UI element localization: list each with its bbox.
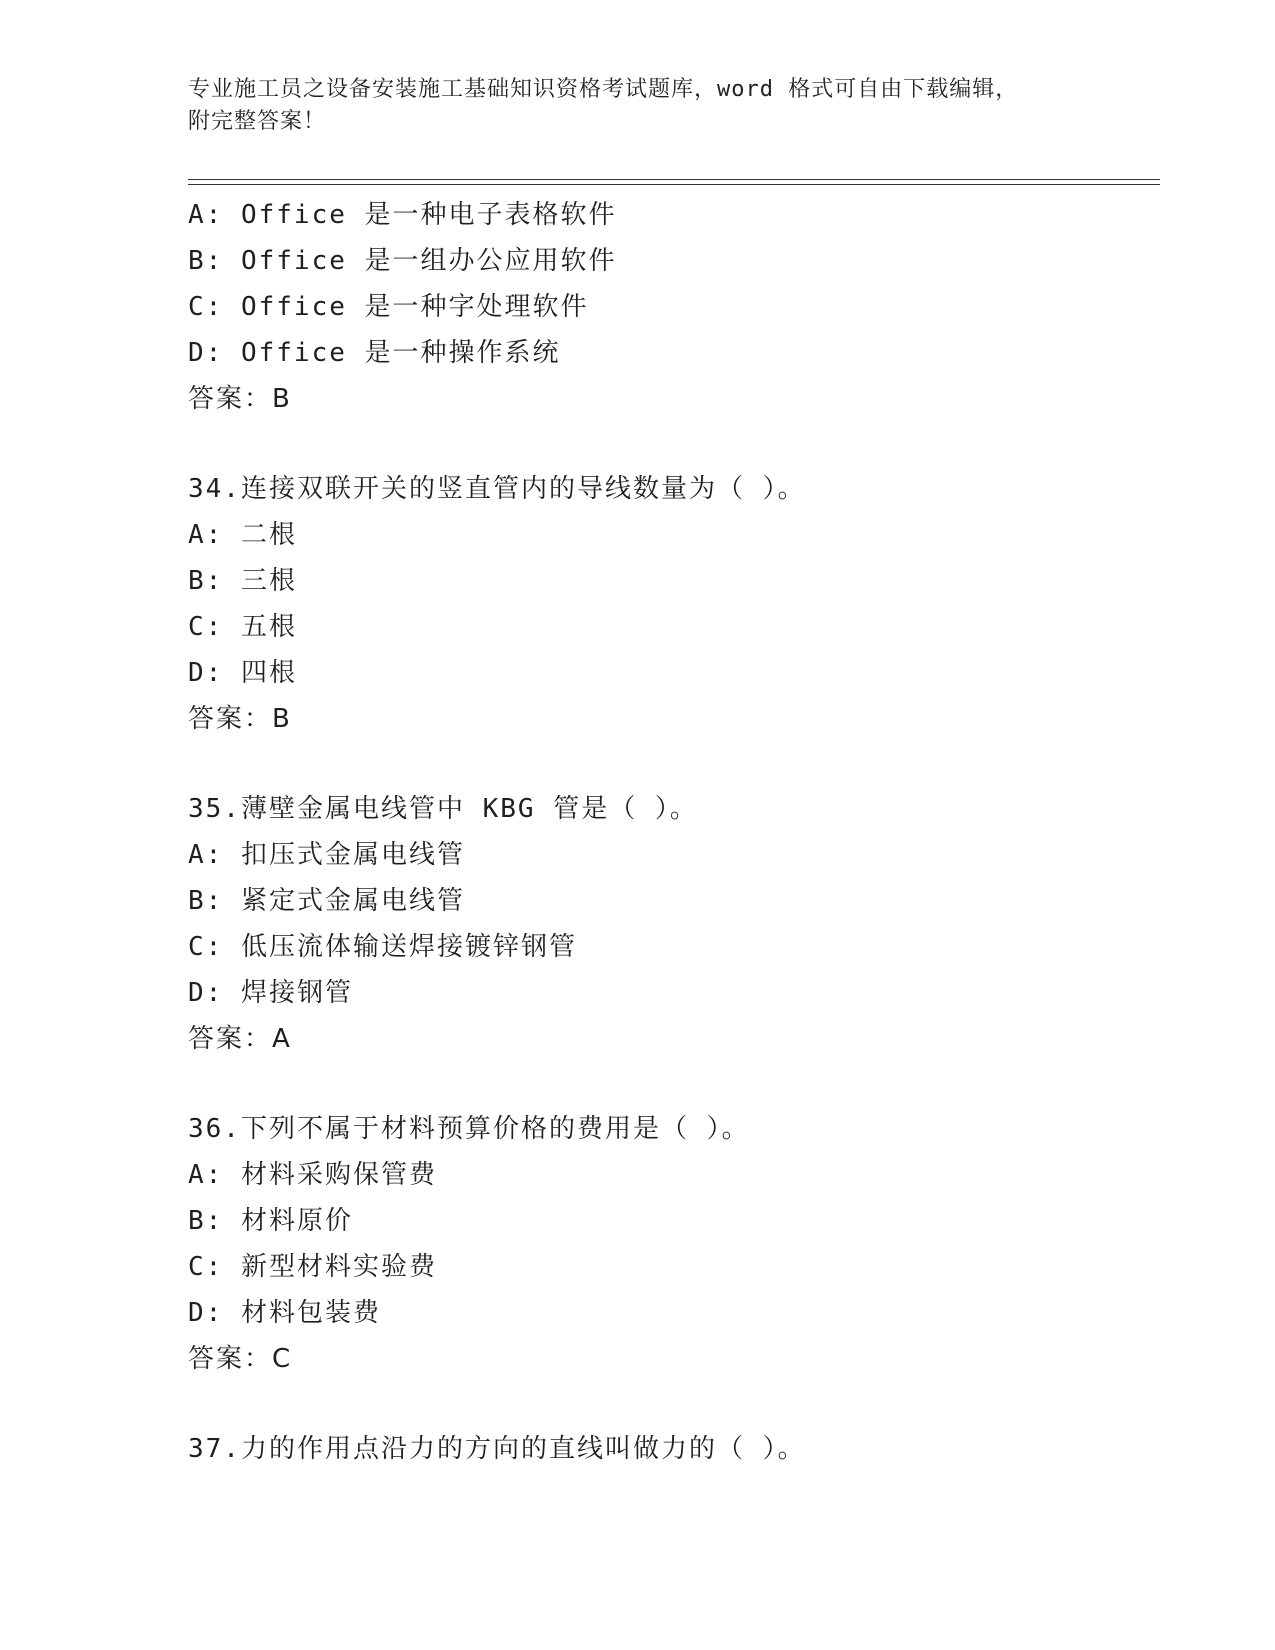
option-d: D: Office 是一种操作系统: [188, 338, 561, 368]
option-d: D: 材料包装费: [188, 1298, 381, 1328]
option-c: C: 新型材料实验费: [188, 1252, 437, 1282]
answer: 答案：A: [188, 1024, 292, 1054]
option-a: A: Office 是一种电子表格软件: [188, 200, 617, 230]
option-a: A: 扣压式金属电线管: [188, 840, 465, 870]
option-d: D: 四根: [188, 658, 297, 688]
option-b: B: 材料原价: [188, 1206, 353, 1236]
spacer: [188, 742, 1160, 786]
header-line-1: 专业施工员之设备安装施工基础知识资格考试题库，word 格式可自由下载编辑，: [188, 77, 1019, 102]
question-36: [188, 1106, 1160, 1382]
document-header: [188, 74, 1068, 138]
option-d: D: 焊接钢管: [188, 978, 353, 1008]
question-33: [188, 192, 1160, 422]
question-35: [188, 786, 1160, 1062]
header-line-2: 附完整答案！: [188, 109, 327, 134]
question-list: [188, 192, 1160, 1472]
answer: 答案：B: [188, 384, 292, 414]
header-divider-bottom: [188, 184, 1160, 185]
answer: 答案：C: [188, 1344, 293, 1374]
question-stem: 34.连接双联开关的竖直管内的导线数量为（ ）。: [188, 474, 806, 504]
spacer: [188, 1382, 1160, 1426]
question-stem: 35.薄壁金属电线管中 KBG 管是（ ）。: [188, 794, 698, 824]
header-divider-top: [188, 179, 1160, 180]
spacer: [188, 422, 1160, 466]
question-37: [188, 1426, 1160, 1472]
option-b: B: 紧定式金属电线管: [188, 886, 465, 916]
option-b: B: Office 是一组办公应用软件: [188, 246, 617, 276]
question-34: [188, 466, 1160, 742]
document-page: [188, 0, 1160, 1650]
answer: 答案：B: [188, 704, 292, 734]
option-b: B: 三根: [188, 566, 297, 596]
question-stem: 37.力的作用点沿力的方向的直线叫做力的（ ）。: [188, 1434, 806, 1464]
option-c: C: Office 是一种字处理软件: [188, 292, 589, 322]
option-a: A: 二根: [188, 520, 297, 550]
option-c: C: 低压流体输送焊接镀锌钢管: [188, 932, 577, 962]
option-c: C: 五根: [188, 612, 297, 642]
question-stem: 36.下列不属于材料预算价格的费用是（ ）。: [188, 1114, 750, 1144]
option-a: A: 材料采购保管费: [188, 1160, 437, 1190]
spacer: [188, 1062, 1160, 1106]
